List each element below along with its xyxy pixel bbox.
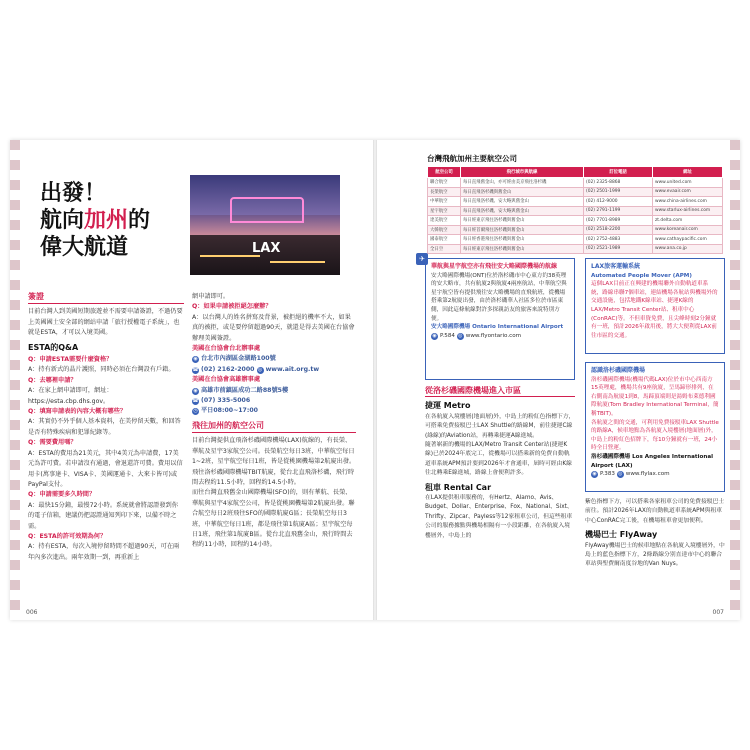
- visa-body: 目前台灣人到美國短期旅遊並不需要申請簽證，不過仍要上美國國土安全部的網站申請「旅行授權電子系統」，也就是ESTA，才可以入境美國。: [28, 308, 183, 337]
- ontario-links: ◉ P.584 ◎ www.flyontario.com: [432, 332, 522, 339]
- info-tag-icon: ✈: [416, 253, 428, 265]
- ontario-box-heading: 華航與星宇航空亦有飛往安大略國際機場的航線: [431, 263, 558, 270]
- apm-box: [585, 258, 725, 354]
- metro-body-2: 隨著嶄新的機場的LAX/Metro Transit Center站(捷運K線)已於2024年底完工，從機場可以搭乘新的免費自動軌道車系統APM預計要到2026年才會通車，屆時可經由K線往北轉乘E線進城，路線上會便利許多。: [425, 442, 572, 477]
- qa-answer: A：持有ESTA，每次入境停留時間不超過90天，可在兩年內多次進出。兩年效期一到，再重新上: [28, 543, 180, 561]
- lax-info-box: [585, 362, 725, 492]
- ontario-web-link[interactable]: www.flyontario.com: [465, 332, 522, 339]
- ait-taipei-address: ◉ 台北市內湖區金湖路100號: [193, 355, 276, 363]
- left-column-2: [192, 292, 356, 551]
- title-line-2: 航向加州的: [40, 208, 151, 233]
- apm-body: 這個LAX目前正在興建的機場聯外自動軌道車系統，路線串聯7個車站，連結機場各航站與機場外的交通設施，包括地鐵K線車站、捷運K線的LAX/Metro Transit Center站、租車中心(ConRAC)等。不但車資免費，且尖峰時刻2分鐘就有一班，預計2026年啟用後，將大大便利從LAX前往市區的交通。: [591, 281, 718, 339]
- ontario-box-body: 安大略國際機場(ONT)位於洛杉磯市中心東方約38英哩的安大略市，共有航廈2與航廈4兩座航站，中華航空與星宇航空皆有提供飛往安大略機場的直飛航班，從機場搭乘第2航廈出發，由於洛杉磯華人社區多位於市區東側，因此這條航線對許多探親訪友的旅客來說特別方便。: [431, 272, 567, 322]
- ontario-airport-box: [419, 255, 575, 380]
- qa-question: Q：填寫申請表的內容大概有哪些？: [28, 408, 127, 416]
- ait-kaohsiung-name: 美國在台協會高雄辦事處: [192, 376, 261, 384]
- continued-text: 網申請即可。: [192, 293, 230, 300]
- ait-taipei-contact: ☎ (02) 2162-2000 ◎ www.ait.org.tw: [192, 365, 320, 373]
- qa-heading: ESTA的Q&A: [28, 342, 79, 352]
- table-header-row: [428, 167, 723, 178]
- transit-column-2: [585, 498, 725, 570]
- phone-icon: ☎: [192, 366, 199, 373]
- qa-answer: A：持有新式的晶片護照，同時必須在台灣設有戶籍。: [28, 366, 175, 374]
- lax-info-heading: 認識洛杉磯國際機場: [591, 367, 646, 374]
- rental-body-continued: 紫色指標下方，可以搭乘各家租車公司的免費接駁巴士前往。預計2026年LAX的自動軌道車系統APM與租車中心ConRAC完工後，在機場租車會更加便利。: [585, 499, 725, 524]
- table-row: 中華航空 每日直飛洛杉磯、安大略與舊金山 (02) 412-9000 www.china-airlines.com: [428, 197, 723, 207]
- qa-question: Q：去哪裡申請？: [28, 376, 77, 384]
- rental-heading: 租車 Rental Car: [425, 482, 492, 492]
- lax-sign: LAX: [252, 241, 281, 256]
- qa-answer: A：最快15分鐘，最慢72小時。系統就會將認證發到你的電子信箱，建議仍把認證通知列印下來，以備不時之需。: [28, 501, 178, 530]
- left-column-1: [28, 292, 184, 563]
- transit-column: [425, 386, 575, 541]
- table-row: 聯合航空 每日直飛舊金山，亦可經由美京飛往洛杉磯 (02) 2325-8868 www.united.com: [428, 178, 723, 188]
- qa-answer: A：其實仍不外乎個人基本資料，在美停留天數，和回答是否有特殊疾病和犯罪紀錄等。: [28, 418, 181, 436]
- page-number: 006: [26, 609, 38, 616]
- decorative-stripe: [10, 140, 20, 620]
- globe-icon: ◎: [257, 366, 263, 373]
- qa-question: Q：如果申請被拒絕怎麼辦？: [192, 303, 272, 311]
- map-pin-icon: ◉: [193, 356, 198, 363]
- airline-table: [427, 166, 723, 254]
- title-line-1: 出發！: [40, 181, 107, 206]
- lax-info-body-2: 各航廈之間的交通，可利用免費接駁車LAX Shuttle的路線A，候車地點為各航廈入境樓層(地面層)外，中島上的粉紅色招牌下，每10分鐘就有一班，24小時全日營運。: [591, 419, 719, 452]
- table-row: 國泰航空 每日經香港飛往洛杉磯與舊金山 (02) 2752-4883 www.cathaypacific.com: [428, 235, 723, 245]
- metro-heading: 捷運 Metro: [425, 401, 471, 411]
- apm-name: Automated People Mover (APM): [591, 272, 692, 279]
- airline-table-title: 台灣飛航加州主要航空公司: [427, 154, 517, 163]
- book-spread: [10, 140, 740, 620]
- title-line-3: 偉大航道: [40, 235, 129, 260]
- decorative-stripe: [730, 140, 740, 620]
- table-row: 達美航空 每日經東京飛往洛杉磯與舊金山 (02) 7701-8989 zt.delta.com: [428, 216, 723, 226]
- globe-icon: ◎: [458, 332, 463, 339]
- flight-body-2: 而往台灣直飛舊金山國際機場(SFO)的，則有華航、長榮、華航與星宇4家航空公司，皆是從桃園機場第2航廈出發。聯合航空每日2班飛往SFO的國際航廈G區；長榮航空每日3班，中華航空每日1班，都是飛往第1航廈A區；星宇航空每日1班，飛往第1航廈B區。從台北直飛舊金山，飛行時間去程約11小時，回程約14小時。: [192, 489, 355, 549]
- qa-question: Q：需要費用嗎？: [28, 439, 77, 447]
- qa-answer: A：以台灣人的姓名拼寫及背景，被拒絕的機率不大，如果真的被拒，或是要停留超過90天，就還是得去美國在台協會辦理美國簽證。: [192, 313, 355, 342]
- qa-question: Q：ESTA的許可效期為何？: [28, 532, 107, 540]
- column-header: 航空公司: [428, 167, 461, 178]
- table-row: 星宇航空 每日直飛洛杉磯、安大略與舊金山 (02) 2791-1199 www.starlux-airlines.com: [428, 206, 723, 216]
- ait-kaohsiung-tel: ☎ (07) 335-5006: [192, 397, 251, 405]
- table-row: 全日空 每日經東京飛往洛杉磯與舊金山 (02) 2521-1989 www.ana.co.jp: [428, 244, 723, 254]
- ait-kaohsiung-address: ◉ 高雄市前鎮區成功二路88號5樓: [193, 386, 289, 394]
- left-page: [10, 140, 373, 620]
- page-number: 007: [712, 609, 724, 616]
- clock-icon: ◷: [193, 408, 198, 415]
- metro-body: 在各航廈入境樓層(地面層)外，中島上的粉紅色指標下方，可搭乘免費接駁巴士LAX Shuttle的路線M，前往捷運C線(綠線)的Aviation站，再轉乘捷運A線進城。: [425, 413, 575, 439]
- apm-box-heading: LAX旅客運輸系統: [591, 263, 641, 270]
- qa-question: Q：申請需要多久時間？: [28, 491, 96, 499]
- flight-heading: 飛往加州的航空公司: [192, 421, 356, 433]
- qa-answer: A：ESTA的費用為21美元，其中4美元為申請費，17美元為許可費。若申請沒有通過，會退還許可費。費用以信用卡(萬事達卡、VISA卡、美國運通卡、大來卡皆可)或PayPal支付。: [28, 449, 183, 488]
- column-header: 飛行城市與航線: [461, 167, 584, 178]
- lax-photo: [190, 175, 340, 275]
- phone-icon: ☎: [192, 398, 199, 405]
- map-pin-icon: ◉: [592, 471, 597, 478]
- map-pin-icon: ◉: [193, 387, 198, 394]
- map-pin-icon: ◉: [432, 332, 437, 339]
- table-row: 長榮航空 每日直飛洛杉磯與舊金山 (02) 2501-1999 www.evaair.com: [428, 187, 723, 197]
- flight-body-1: 目前台灣提供直飛洛杉磯國際機場(LAX)航線的，有長榮、華航及星宇3家航空公司。長榮航空每日3班，中華航空每日1~2班，星宇航空每日1班，皆是從桃園機場第2航廈出發。飛往洛杉磯國際機場TBIT航廈，從台北直飛洛杉磯，飛行時間去程約11.5小時，回程約14.5小時。: [192, 437, 356, 486]
- lax-airport-name: 洛杉磯國際機場 Los Angeles International Airport (LAX): [591, 453, 714, 469]
- ait-taipei-name: 美國在台協會台北辦事處: [192, 345, 261, 353]
- globe-icon: ◎: [618, 471, 623, 478]
- rental-body: 在LAX提供租車服務的，有Hertz、Alamo、Avis、Budget、Dollar、Enterprise、Fox、National、Sixt、Thrifty、Zipcar、Payless等12家租車公司，但這些租車公司的服務據點與機場相隔有一小段距離，在各航廈入境樓層外，中島上的: [425, 495, 573, 539]
- transit-heading: 從洛杉磯國際機場進入市區: [425, 386, 575, 397]
- table-row: 大韓航空 每日經首爾飛往洛杉磯與舊金山 (02) 2518-2200 www.koreanair.com: [428, 225, 723, 235]
- qa-question: Q：申請ESTA需要什麼資格？: [28, 356, 113, 364]
- lax-info-body: 洛杉磯國際機場(機場代碼LAX)位於市中心西南方15英哩處，機場共有9座航廈，呈馬蹄形排列，在右側南為航廈1到8，馬蹄頂端則是湯姆布萊德利國際航廈(Tom Bradley International Terminal，簡稱TBIT)。: [591, 376, 719, 417]
- lax-web-link[interactable]: www.flylax.com: [625, 471, 670, 478]
- ait-web-link[interactable]: www.ait.org.tw: [265, 365, 320, 373]
- ait-kaohsiung-hours: ◷ 平日08:00~17:00: [193, 407, 258, 415]
- column-header: 訂位電話: [584, 167, 653, 178]
- qa-answer: A：在家上網申請即可，網址：https://esta.cbp.dhs.gov。: [28, 387, 113, 405]
- chapter-title: [40, 180, 150, 261]
- ontario-airport-name: 安大略國際機場 Ontario International Airport: [431, 324, 564, 331]
- lax-links: ◉ P.383 ◎ www.flylax.com: [592, 471, 670, 478]
- flyaway-body: FlyAway機場巴士的候車地點在各航廈入境樓層外，中島上的藍色指標下方，2條路線分別直達市中心的聯合車站與聖費爾南度谷地的Van Nuys。: [585, 542, 725, 568]
- column-header: 網址: [653, 167, 723, 178]
- flyaway-heading: 機場巴士 FlyAway: [585, 530, 658, 540]
- visa-heading: 簽證: [28, 292, 184, 304]
- right-page: [377, 140, 740, 620]
